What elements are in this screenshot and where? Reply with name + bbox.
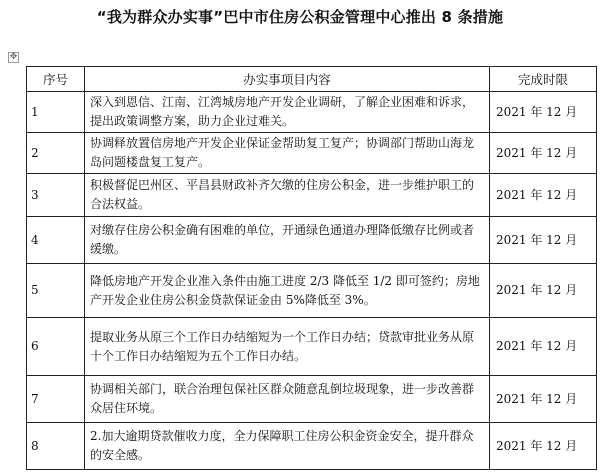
row-number: 7 (27, 376, 85, 423)
row-number: 1 (27, 92, 85, 133)
row-content: 对缴存住房公积金确有困难的单位，开通绿色通道办理降低缴存比例或者缓缴。 (85, 217, 490, 264)
row-number: 5 (27, 264, 85, 318)
header-limit: 完成时限 (490, 67, 597, 92)
row-number: 2 (27, 133, 85, 174)
row-deadline: 2021 年 12 月 (490, 133, 597, 174)
table-row (27, 318, 597, 376)
table-header-row (27, 67, 597, 92)
row-content: 协调相关部门，联合治理包保社区群众随意乱倒垃圾现象，进一步改善群众居住环境。 (85, 376, 490, 423)
row-content: 协调释放置信房地产开发企业保证金帮助复工复产；协调部门帮助山海龙岛问题楼盘复工复产。 (85, 133, 490, 174)
row-deadline: 2021 年 12 月 (490, 318, 597, 376)
table-row (27, 217, 597, 264)
table-row (27, 92, 597, 133)
row-content: 提取业务从原三个工作日办结缩短为一个工作日办结；贷款审批业务从原十个工作日办结缩短为五个工作日办结。 (85, 318, 490, 376)
row-deadline: 2021 年 12 月 (490, 264, 597, 318)
row-deadline: 2021 年 12 月 (490, 92, 597, 133)
row-deadline: 2021 年 12 月 (490, 376, 597, 423)
table-row (27, 423, 597, 470)
table-row (27, 376, 597, 423)
page-title: “我为群众办实事”巴中市住房公积金管理中心推出 8 条措施 (96, 8, 504, 26)
row-number: 6 (27, 318, 85, 376)
row-content: 积极督促巴州区、平昌县财政补齐欠缴的住房公积金，进一步维护职工的合法权益。 (85, 174, 490, 217)
table-row (27, 264, 597, 318)
row-number: 8 (27, 423, 85, 470)
row-content: 降低房地产开发企业准入条件由施工进度 2/3 降低至 1/2 即可签约；房地产开发企业住房公积金贷款保证金由 5%降低至 3%。 (85, 264, 490, 318)
row-number: 3 (27, 174, 85, 217)
row-content: 深入到恩信、江南、江湾城房地产开发企业调研，了解企业困难和诉求，提出政策调整方案，助力企业过难关。 (85, 92, 490, 133)
row-deadline: 2021 年 12 月 (490, 217, 597, 264)
table-move-handle-icon[interactable]: ✥ (9, 52, 18, 62)
header-content: 办实事项目内容 (85, 67, 490, 92)
table-row (27, 174, 597, 217)
header-no: 序号 (27, 67, 85, 92)
row-deadline: 2021 年 12 月 (490, 174, 597, 217)
row-deadline: 2021 年 12 月 (490, 423, 597, 470)
measures-table (26, 66, 597, 470)
row-content: 2.加大逾期贷款催收力度，全力保障职工住房公积金资金安全，提升群众的安全感。 (85, 423, 490, 470)
row-number: 4 (27, 217, 85, 264)
table-row (27, 133, 597, 174)
